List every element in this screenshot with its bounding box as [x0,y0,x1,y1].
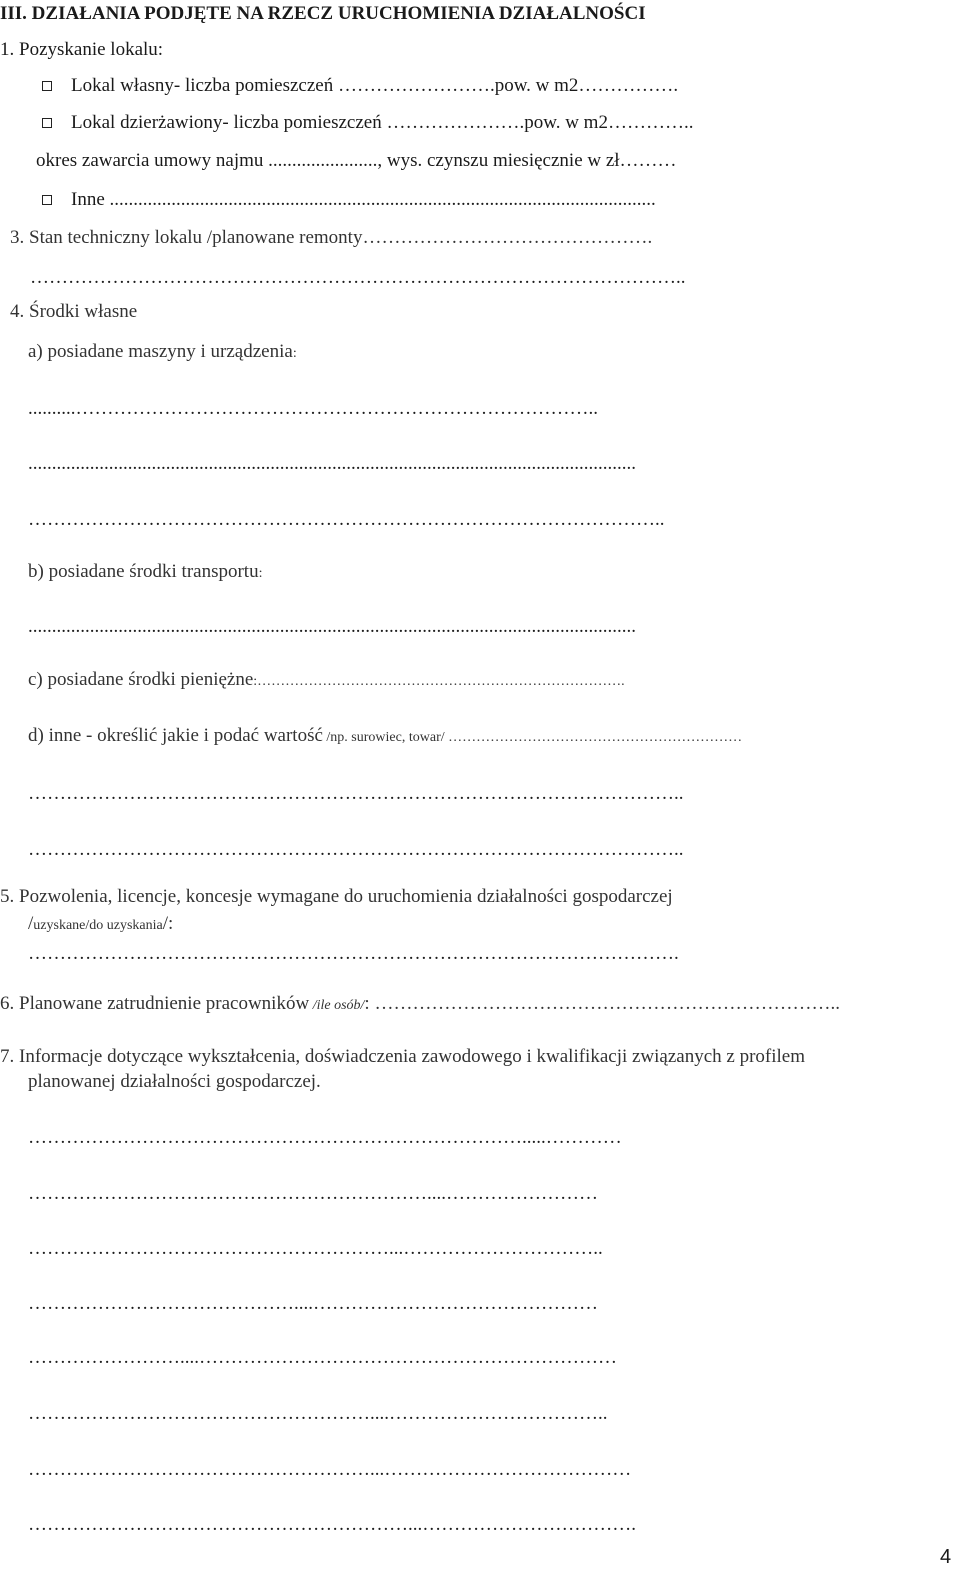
checkbox-other[interactable] [42,195,52,205]
item-4b-label: b) posiadane środki transportu: [28,561,263,582]
item-6-title: 6. Planowane zatrudnienie pracowników /ile osób/: ……………………………………………………………….. [0,993,840,1014]
checkbox-own-premises[interactable] [42,81,52,91]
item-1-title: 1. Pozyskanie lokalu: [0,39,164,60]
item-3-continuation: ………………………………………………………………………………………….. [30,267,686,288]
item-5-title: 5. Pozwolenia, licencje, koncesje wymagane do uruchomienia działalności gospodarczej [0,886,673,907]
item-4c-label: c) posiadane środki pieniężne:……………………………………………………………………. [28,669,625,690]
other-line: Inne ................................................................................................................... [71,189,656,210]
item-4d-label: d) inne - określić jakie i podać wartość /np. surowiec, towar/ ……………………………………………………… [28,725,743,746]
item-4a-line-2: ................................................................................................................................ [28,453,636,474]
item-4a-label: a) posiadane maszyny i urządzenia: [28,341,297,362]
leased-premises-line: Lokal dzierżawiony- liczba pomieszczeń ………………….pow. w m2………….. [71,112,694,133]
item-7-line: ……………………………………....……………………………………… [28,1293,598,1314]
item-7-title-line-2: planowanej działalności gospodarczej. [28,1071,321,1092]
item-7-line: …………………………………………………………………….....………… [28,1127,622,1148]
item-4d-line-1: ………………………………………………………………………………………….. [28,783,684,804]
section-heading: III. DZIAŁANIA PODJĘTE NA RZECZ URUCHOMIENIA DZIAŁALNOŚCI [0,3,646,24]
item-5-line-1: …………………………………………………………………………………………. [28,943,679,964]
item-4a-line-3: ……………………………………………………………………………………….. [28,509,665,530]
page-number: 4 [940,1546,952,1568]
item-7-line: ……………………………………………………...……………………………. [28,1514,636,1535]
item-4-title: 4. Środki własne [10,301,138,322]
item-3-title: 3. Stan techniczny lokalu /planowane remonty………………………………………. [10,227,653,248]
item-7-title-line-1: 7. Informacje dotyczące wykształcenia, doświadczenia zawodowego i kwalifikacji związanych z profilem [0,1046,806,1067]
item-4b-line-1: ................................................................................................................................ [28,616,636,637]
item-4d-line-2: ………………………………………………………………………………………….. [28,839,684,860]
item-7-line: ………………………………………………………....…………………… [28,1183,598,1204]
item-4a-line-1: ..........……………………………………………………………………….. [28,398,598,419]
own-premises-line: Lokal własny- liczba pomieszczeń …………………….pow. w m2……………. [71,75,679,96]
item-7-line: ………………………………………………...………………………………… [28,1459,632,1480]
item-7-line: ………………………………………………....…………………………….. [28,1403,608,1424]
item-5-subtitle: /uzyskane/do uzyskania/: [28,913,174,934]
item-7-line: ……………………....………………………………………………………… [28,1347,617,1368]
checkbox-leased-premises[interactable] [42,118,52,128]
item-7-line: …………………………………………………...………………………….. [28,1238,603,1259]
lease-term-line: okres zawarcia umowy najmu ......................., wys. czynszu miesięcznie w zł……… [36,150,677,171]
